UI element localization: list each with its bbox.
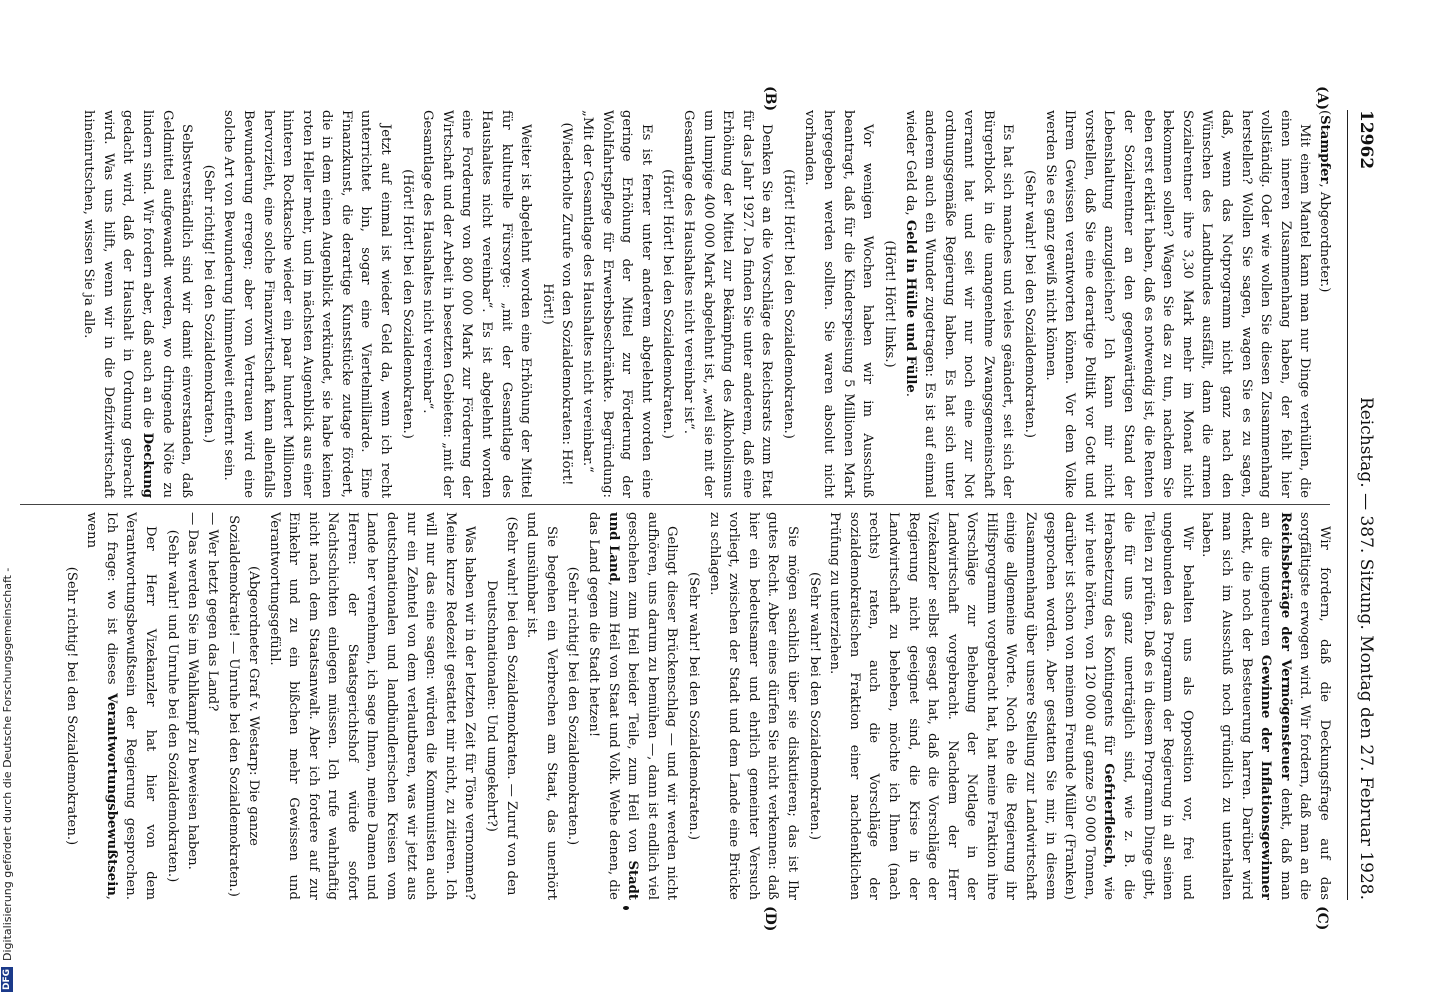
margin-marker-b: (B) — [762, 86, 778, 112]
page-header — [1347, 110, 1376, 900]
page-number: 12962 — [1356, 110, 1376, 170]
paragraph: Vor wenigen Wochen haben wir im Ausschuß beantragt, daß für die Kinderspeisung 5 Millionen Mark hergegeben werden sollten. Sie waren absolut nicht vorhanden. — [801, 110, 876, 498]
paragraph: Selbstverständlich sind wir damit einverstanden, daß Geldmittel aufgewandt werden, wo dringende Nöte zu lindern sind. Wir fordern aber, daß auch an die Deckung gedacht wird, daß der Haushalt in Ordnung gebracht wird. Was uns hilft, wenn wir in die Defizitwirtschaft hineinrutschen, wissen Sie ja alle. — [81, 110, 195, 498]
footer-text: Digitalisierung gefördert durch die Deutsche Forschungsgemeinschaft - — [0, 567, 14, 961]
paragraph: Jetzt auf einmal ist wieder Geld da, wenn ich recht unterrichtet bin, sogar eine Viertelmilliarde. Eine Finanzkunst, die derartige Kunststücke zutage fördert, die in dem einen Augenblick verkündet, sie habe keinen roten Heller mehr, und im nächsten Augenblick aus einer hinteren Rocktasche wieder ein paar hundert Millionen hervorzieht, eine solche Finanzwirtschaft kann allenfalls Bewunderung erregen; aber vom Vertrauen wird eine solche Art von Bewunderung himmelweit entfernt sein. — [221, 110, 394, 498]
interjection: (Wiederholte Zurufe von den Sozialdemokraten: Hört! Hört!) — [539, 122, 575, 486]
dfg-logo: DFG — [2, 968, 12, 990]
page-title: Reichstag. — 387. Sitzung. Montag den 27. Februar 1928. — [1356, 396, 1376, 900]
interjection: (Sehr wahr! bei den Sozialdemokraten.) — [686, 572, 701, 840]
paragraph: (Stampfer, Abgeordneter.) — [1317, 110, 1332, 293]
interjection: (Abgeordneter Graf v. Westarp: Die ganze Sozialdemokratie! — Unruhe bei den Sozialdemokraten.) — [226, 515, 261, 897]
interjection: (Hört! Hört! links.) — [881, 240, 897, 368]
paragraph: Sie mögen sachlich über sie diskutieren; das ist Ihr gutes Recht. Aber eines dürfen Sie nicht verkennen: daß hier ein bedeutsamer und ehrlich gemeinter Versuch vorliegt, zwischen der Stadt und dem Lande eine Brücke zu schlagen. — [706, 512, 800, 900]
paragraph: Was haben wir in der letzten Zeit für Töne vernommen? Meine kurze Redezeit gestattet mir nicht, zu zitieren. Ich will nur das eine sagen: würden die Kommunisten auch nur ein Zehntel von dem verlautbaren, was wir jetzt aus deutschnationalen und landbündlerischen Kreisen vom Lande her vernehmen, ich sage Ihnen, meine Damen und Herren: der Staatsgerichtshof würde sofort Nachtschichten einlegen müssen. Ich rufe wahrhaftig nicht nach dem Staatsanwalt. Aber ich fordere auf zur Einkehr und zu ein bißchen mehr Gewissen und Verantwortungsgefühl. — [266, 512, 478, 900]
interjection: (Sehr richtig! bei den Sozialdemokraten.) — [63, 566, 79, 846]
paragraph: — Das werden Sie im Wahlkampf zu beweisen haben. — [185, 512, 201, 870]
paragraph: — Wer hetzt gegen das Land? — [204, 512, 220, 712]
paragraph: Wir behalten uns als Opposition vor, frei und ungebunden das Programm der Regierung in all seinen Teilen zu prüfen. Daß es in diesem Programm Dinge gibt, die für uns ganz unerträglich sind, wie z. B. die Herabsetzung des Kontingents für Gefrierfleisch, wie wir heute hörten, von 120 000 auf ganze 50 000 Tonnen, darüber ist schon von meinem Freunde Müller (Franken) gesprochen worden. Aber gestatten Sie mir, in diesem Zusammenhang über unsere Stellung zur Landwirtschaft einige allgemeine Worte. Noch ehe die Regierung ihr Hilfsprogramm vorgebracht hat, hat meine Fraktion ihre Vorschläge zur Behebung der Notlage in der Landwirtschaft vorgebracht. Nachdem der Herr Vizekanzler selbst gesagt hat, daß die Vorschläge der Regierung nicht geeignet sind, die Krise in der Landwirtschaft zu beheben, möchte ich Ihnen (nach rechts) raten, auch die Vorschläge der sozialdemokratischen Fraktion einer nachdenklichen Prüfung zu unterziehen. — [827, 512, 1195, 900]
paragraph: Es ist ferner unter anderem abgelehnt worden eine geringe Erhöhung der Mittel zur Förderung der Wohlfahrtspflege für Erwerbsbeschränkte. Begründung: „Mit der Gesamtlage des Haushaltes nicht vereinbar.“ — [580, 110, 654, 498]
interjection: (Sehr richtig! bei den Sozialdemokraten.) — [565, 566, 581, 846]
interjection: (Sehr wahr! bei den Sozialdemokraten.) — [806, 572, 822, 840]
text-column-left — [14, 110, 1334, 498]
paragraph: Der Herr Vizekanzler hat hier von dem Verantwortungsbewußtsein der Regierung gesprochen. Ich frage: wo ist dieses Verantwortungsbewußtsein, wenn — [84, 512, 158, 900]
paragraph: Gelingt dieser Brückenschlag — und wir werden nicht aufhören, uns darum zu bemühen —, dann ist endlich viel geschehen zum Heil beider Teile, zum Heil von Stadt und Land, zum Heil von Staat und Volk. Wehe denen, die das Land gegen die Stadt hetzen! — [586, 512, 680, 900]
paragraph: Es hat sich manches und vieles geändert, seit sich der Bürgerblock in die unangenehme Zwangsgemeinschaft verrannt hat und seit wir nur noch eine zur Not ordnungsgemäße Regierung haben. Es hat sich unter anderem auch ein Wunder zugetragen: Es ist auf einmal wieder Geld da, Geld in Hülle und Fülle. — [902, 110, 1016, 498]
interjection: (Sehr wahr! bei den Sozialdemokraten.) — [1022, 170, 1038, 438]
margin-marker-a: (A) — [1314, 86, 1330, 111]
interjection: (Hört! Hört! bei den Sozialdemokraten.) — [780, 169, 796, 439]
interjection: (Hört! Hört! bei den Sozialdemokraten.) — [399, 169, 415, 439]
column-divider — [20, 504, 1330, 505]
margin-marker-c: (C) — [1314, 906, 1330, 931]
interjection: (Sehr wahr! bei den Sozialdemokraten. — Zuruf von den Deutschnationalen: Und umgekehrt?) — [484, 516, 519, 896]
paragraph: Sie begehen ein Verbrechen am Staat, das unerhört und unsühnbar ist. — [524, 512, 559, 900]
paragraph: Mit einem Mantel kann man nur Dinge verhüllen, die einen inneren Zusammenhang haben, der fehlt hier vollständig. Oder wie wollen Sie diesen Zusammenhang herstellen? Wollen Sie sagen, wagen Sie es zu sagen, daß, wenn das Notprogramm nicht ganz nach den Wünschen des Landbundes ausfällt, dann die armen Sozialrentner ihre 3,30 Mark mehr im Monat nicht bekommen sollen? Wagen Sie das zu tun, nachdem Sie eben erst erklärt haben, daß es notwendig ist, die Renten der Sozialrentner an den gegenwärtigen Stand der Lebenshaltung anzugleichen? Ich kann mir nicht vorstellen, daß Sie eine derartige Politik vor Gott und Ihrem Gewissen verantworten können. Vor dem Volke werden Sie es ganz gewiß nicht können. — [1042, 110, 1313, 498]
ink-dot — [623, 906, 629, 910]
digitization-footer — [0, 0, 14, 1000]
paragraph: Denken Sie an die Vorschläge des Reichsrats zum Etat für das Jahr 1927. Da finden Sie unter anderem, daß eine Erhöhung der Mittel zur Bekämpfung des Alkoholismus um lumpige 400 000 Mark abgelehnt ist, „weil sie mit der Gesamtlage des Haushaltes nicht vereinbar ist“. — [681, 110, 775, 498]
paragraph: Wir fordern, daß die Deckungsfrage auf das sorgfältigste erwogen wird. Wir fordern, daß man an die Reichsbeträge der Vermögensteuer denkt, daß man an die ungeheuren Gewinne der Inflationsgewinner denkt, die noch der Besteuerung harren. Darüber wird man sich im Ausschuß noch gründlich zu unterhalten haben. — [1199, 512, 1332, 900]
margin-marker-d: (D) — [762, 906, 778, 932]
paragraph: Weiter ist abgelehnt worden eine Erhöhung der Mittel für kulturelle Fürsorge: „mit der Gesamtlage des Haushaltes nicht vereinbar“. Es ist abgelehnt worden eine Forderung von 800 000 Mark zur Förderung der Wirtschaft und der Arbeit in besetzten Gebieten: „mit der Gesamtlage des Haushaltes nicht vereinbar“. — [420, 110, 534, 498]
interjection: (Sehr wahr! und Unruhe bei den Sozialdemokraten.) — [164, 529, 180, 883]
interjection: (Hört! Hört! bei den Sozialdemokraten.) — [660, 169, 676, 439]
interjection: (Sehr richtig! bei den Sozialdemokraten.) — [200, 164, 216, 444]
text-column-right — [14, 512, 1334, 900]
